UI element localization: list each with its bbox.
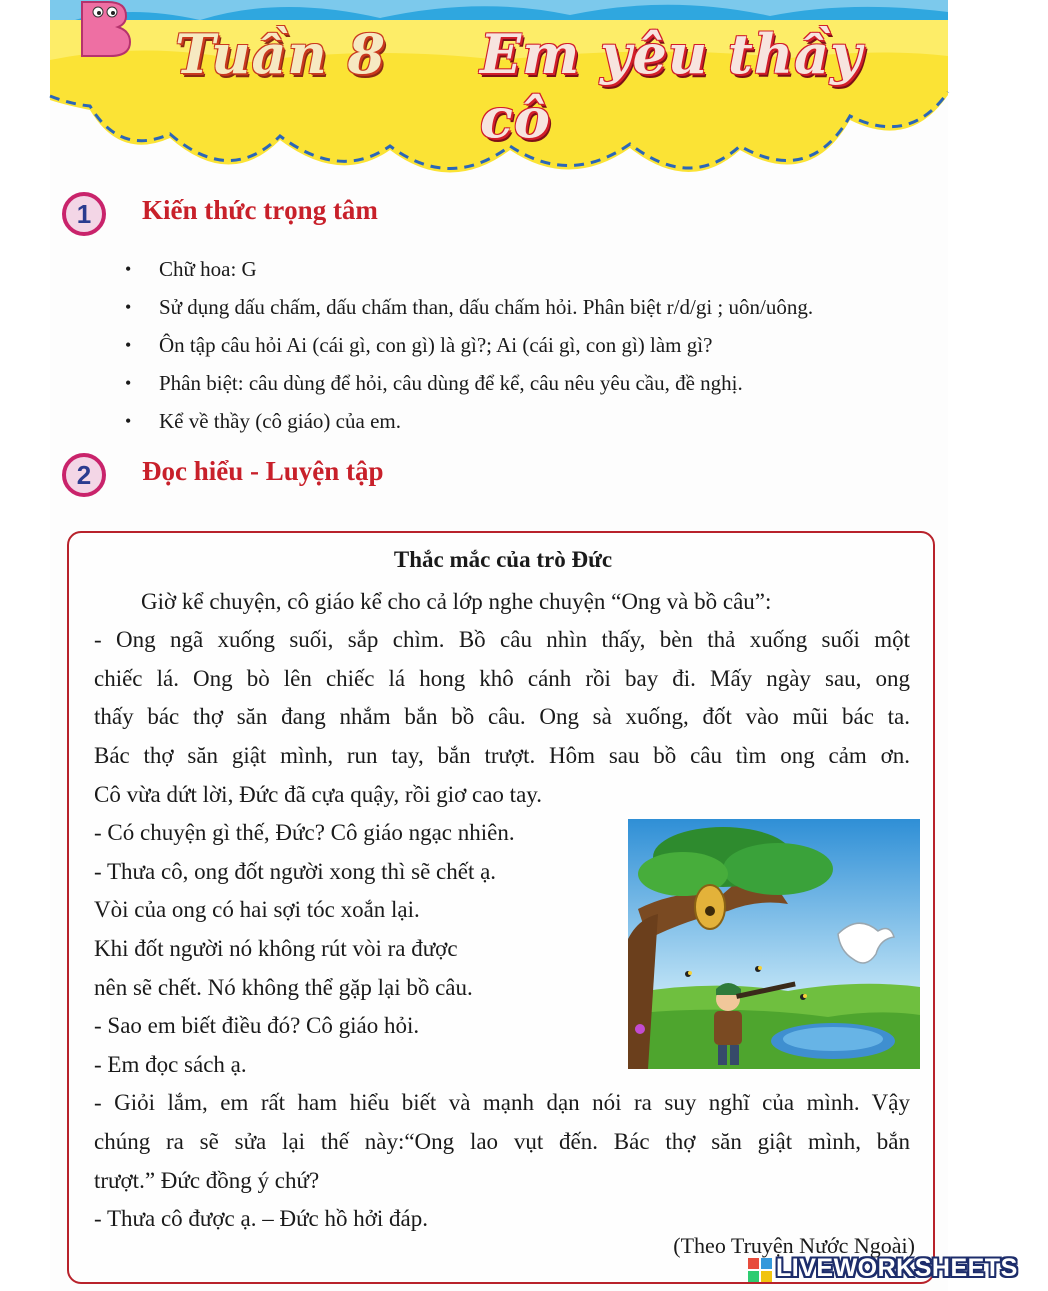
watermark-text: LIVEWORKSHEETS — [776, 1254, 1018, 1282]
liveworksheets-logo-icon — [748, 1258, 772, 1282]
section-1-number-badge: 1 — [62, 192, 106, 236]
hunter-dove-bee-illustration — [628, 819, 920, 1069]
section-1-heading: Kiến thức trọng tâm — [142, 195, 378, 225]
liveworksheets-watermark — [748, 1252, 1048, 1286]
story-line: Cô vừa dứt lời, Đức đã cựa quậy, rồi giơ cao tay. — [94, 782, 543, 807]
key-knowledge-list — [123, 250, 813, 440]
story-line: - Thưa cô, ong đốt người xong thì sẽ chết ạ. — [94, 859, 497, 884]
story-line: - Sao em biết điều đó? Cô giáo hỏi. — [94, 1013, 420, 1038]
topic-title: Em yêu thầy cô — [480, 22, 863, 150]
story-line: - Thưa cô được ạ. – Đức hồ hởi đáp. — [94, 1206, 429, 1231]
section-2-number-badge: 2 — [62, 453, 106, 497]
list-item: • Kể về thầy (cô giáo) của em. — [123, 402, 813, 440]
story-line: - Có chuyện gì thế, Đức? Cô giáo ngạc nhiên. — [94, 820, 515, 845]
list-item: • Phân biệt: câu dùng để hỏi, câu dùng để kể, câu nêu yêu cầu, đề nghị. — [123, 364, 813, 402]
story-line: chúng ra sẽ sửa lại thế này:“Ong lao vụt đến. Bác thợ săn giật mình, bắn — [94, 1129, 910, 1154]
reading-passage-box — [67, 531, 935, 1284]
section-2-header — [62, 453, 762, 503]
story-source: (Theo Truyện Nước Ngoài) — [673, 1233, 915, 1258]
story-line: trượt.” Đức đồng ý chứ? — [94, 1168, 320, 1193]
story-line: Vòi của ong có hai sợi tóc xoắn lại. — [94, 897, 420, 922]
bullet-icon: • — [125, 373, 132, 393]
story-line: - Giỏi lắm, em rất ham hiểu biết và mạnh dạn nói ra suy nghĩ của mình. Vậy — [94, 1090, 910, 1115]
worksheet-page — [50, 0, 1018, 1291]
story-line: thấy bác thợ săn đang nhắm bắn bồ câu. Ong sà xuống, đốt vào mũi bác ta. — [94, 704, 910, 729]
bullet-icon: • — [125, 411, 132, 431]
mascot-letter-icon — [68, 0, 138, 58]
list-item: • Sử dụng dấu chấm, dấu chấm than, dấu chấm hỏi. Phân biệt r/d/gi ; uôn/uông. — [123, 288, 813, 326]
list-item: • Ôn tập câu hỏi Ai (cái gì, con gì) là gì?; Ai (cái gì, con gì) làm gì? — [123, 326, 813, 364]
story-illustration — [628, 819, 920, 1069]
story-line: nên sẽ chết. Nó không thể gặp lại bồ câu. — [94, 975, 473, 1000]
section-1-header — [62, 192, 762, 242]
story-line: - Ong ngã xuống suối, sắp chìm. Bồ câu nhìn thấy, bèn thả xuống suối một — [94, 627, 910, 652]
story-line: chiếc lá. Ong bò lên chiếc lá hong khô cánh rồi bay đi. Mấy ngày sau, ong — [94, 666, 910, 691]
story-line: Giờ kể chuyện, cô giáo kể cho cả lớp nghe chuyện “Ong và bồ câu”: — [141, 589, 772, 614]
story-line: - Em đọc sách ạ. — [94, 1052, 247, 1077]
story-line: Khi đốt người nó không rút vòi ra được — [94, 936, 458, 961]
week-title: Tuần 8 — [175, 22, 387, 86]
section-2-heading: Đọc hiểu - Luyện tập — [142, 456, 384, 486]
bullet-icon: • — [125, 297, 132, 317]
story-title: Thắc mắc của trò Đức — [393, 547, 613, 572]
list-item: • Chữ hoa: G — [123, 250, 813, 288]
bullet-icon: • — [125, 335, 132, 355]
header-banner — [50, 0, 948, 200]
story-line: Bác thợ săn giật mình, run tay, bắn trượt. Hôm sau bồ câu tìm ong cảm ơn. — [94, 743, 910, 768]
badge-b-mascot — [68, 0, 138, 58]
bullet-icon: • — [125, 259, 132, 279]
